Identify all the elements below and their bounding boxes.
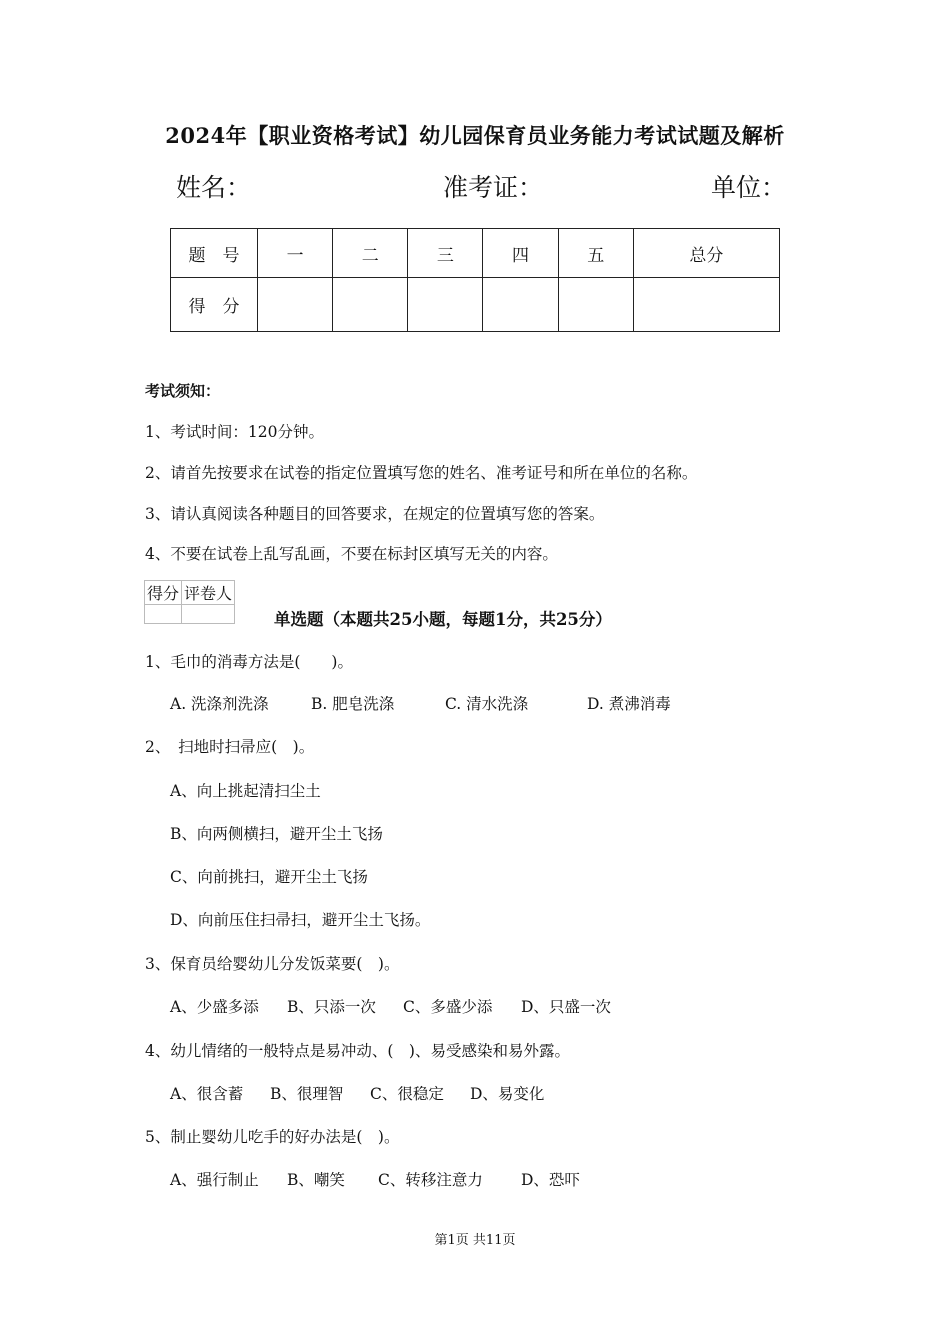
question-option: D、向前压住扫帚扫，避开尘土飞扬。 (170, 911, 431, 929)
score-header-cell: 二 (333, 229, 408, 278)
score-header-cell: 总分 (633, 229, 779, 278)
question-option: B、嘲笑 (287, 1171, 345, 1189)
question-option: B、向两侧横扫，避开尘土飞扬 (170, 825, 383, 843)
score-input-cell[interactable] (408, 278, 483, 332)
score-table-score-row (171, 278, 780, 332)
question-option: A、向上挑起清扫尘土 (170, 782, 321, 800)
ticket-field-label: 准考证： (443, 173, 544, 202)
question-option: C、很稳定 (370, 1085, 444, 1103)
question-option: C、向前挑扫，避开尘土飞扬 (170, 868, 368, 886)
question-option: A、强行制止 (170, 1171, 259, 1189)
question-option: D、只盛一次 (521, 998, 611, 1016)
score-input-cell[interactable] (558, 278, 633, 332)
grader-score-label: 得分 (145, 581, 182, 605)
question-stem: 5、制止婴幼儿吃手的好办法是( )。 (145, 1128, 400, 1146)
question-stem: 3、保育员给婴幼儿分发饭菜要( )。 (145, 955, 400, 973)
question-stem: 4、幼儿情绪的一般特点是易冲动、( )、易受感染和易外露。 (145, 1042, 570, 1060)
question-option: C、多盛少添 (403, 998, 493, 1016)
score-input-cell[interactable] (333, 278, 408, 332)
score-row-label: 得 分 (171, 278, 258, 332)
score-table (170, 228, 780, 332)
score-header-cell: 一 (258, 229, 333, 278)
score-input-cell[interactable] (258, 278, 333, 332)
question-option: B、很理智 (270, 1085, 344, 1103)
notice-heading: 考试须知： (145, 382, 221, 400)
question-stem: 2、 扫地时扫帚应( )。 (145, 738, 315, 756)
score-header-cell: 五 (558, 229, 633, 278)
score-header-cell: 三 (408, 229, 483, 278)
question-stem: 1、毛巾的消毒方法是( )。 (145, 653, 353, 671)
question-option: A、很含蓄 (170, 1085, 244, 1103)
question-option: D. 煮沸消毒 (587, 695, 671, 713)
document-title: 2024年【职业资格考试】幼儿园保育员业务能力考试试题及解析 (165, 123, 785, 148)
grader-reviewer-cell[interactable] (182, 605, 235, 624)
question-option: B. 肥皂洗涤 (311, 695, 395, 713)
question-option: C、转移注意力 (378, 1171, 483, 1189)
grader-score-cell[interactable] (145, 605, 182, 624)
score-table-header-row (171, 229, 780, 278)
score-header-cell: 题 号 (171, 229, 258, 278)
notice-item: 2、请首先按要求在试卷的指定位置填写您的姓名、准考证号和所在单位的名称。 (145, 464, 698, 482)
question-option: A. 洗涤剂洗涤 (170, 695, 269, 713)
question-option: B、只添一次 (287, 998, 376, 1016)
grader-box (144, 580, 235, 624)
name-field-label: 姓名： (176, 173, 252, 202)
score-header-cell: 四 (483, 229, 558, 278)
unit-field-label: 单位： (711, 173, 787, 202)
grader-reviewer-label: 评卷人 (182, 581, 235, 605)
notice-item: 3、请认真阅读各种题目的回答要求，在规定的位置填写您的答案。 (145, 505, 605, 523)
question-option: D、恐吓 (521, 1171, 580, 1189)
question-option: C. 清水洗涤 (445, 695, 529, 713)
section-title: 单选题（本题共25小题，每题1分，共25分） (274, 610, 612, 629)
score-input-cell[interactable] (483, 278, 558, 332)
question-option: A、少盛多添 (170, 998, 259, 1016)
notice-item: 4、不要在试卷上乱写乱画，不要在标封区填写无关的内容。 (145, 545, 558, 563)
question-option: D、易变化 (470, 1085, 545, 1103)
score-input-cell[interactable] (633, 278, 779, 332)
notice-item: 1、考试时间：120分钟。 (145, 423, 324, 441)
page-footer: 第1页 共11页 (434, 1233, 516, 1248)
